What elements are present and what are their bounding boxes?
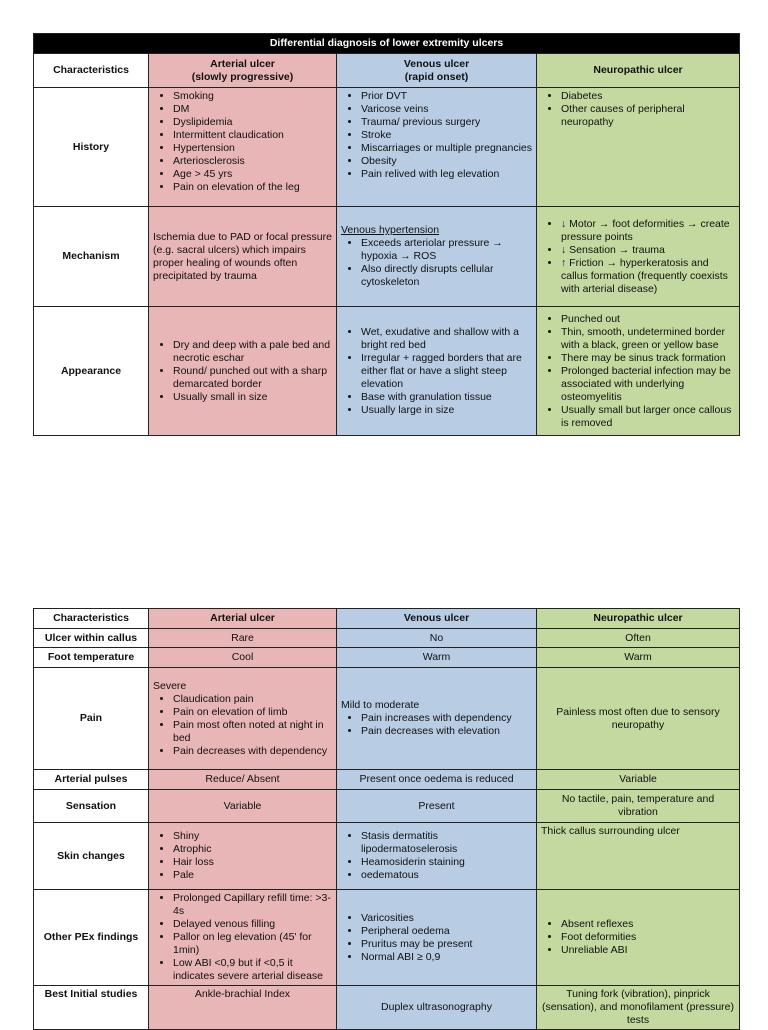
list-item: • Dyslipidemia — [173, 116, 332, 129]
header-venous-line2: (rapid onset) — [404, 70, 469, 83]
list-item: • Prolonged bacterial infection may be associated with underlying osteomyelitis — [561, 365, 735, 404]
list-item: • Pain decreases with dependency — [173, 745, 332, 758]
skin-venous — [337, 823, 537, 890]
bullet-list — [341, 326, 532, 417]
header-neuropathic-2: Neuropathic ulcer — [537, 609, 740, 629]
appearance-label: Appearance — [34, 307, 149, 436]
bullet-list — [341, 712, 532, 738]
list-item: • Pallor on leg elevation (45' for 1min) — [173, 931, 332, 957]
studies-arterial: Ankle-brachial Index — [149, 986, 337, 1030]
temperature-label: Foot temperature — [34, 648, 149, 668]
history-row — [34, 88, 740, 207]
list-item: • ↑ Friction → hyperkeratosis and callus formation (frequently coexists with arterial disease) — [561, 257, 735, 296]
venous-hypertension-heading: Venous hypertension — [341, 224, 440, 236]
list-item: • Prolonged Capillary refill time: >3-4s — [173, 892, 332, 918]
pulses-label: Arterial pulses — [34, 770, 149, 790]
list-item: • Unreliable ABI — [561, 944, 735, 957]
bullet-list — [153, 339, 332, 404]
pex-label: Other PEx findings — [34, 890, 149, 986]
pulses-neuropathic: Variable — [537, 770, 740, 790]
list-item: • Diabetes — [561, 90, 735, 103]
pex-venous — [337, 890, 537, 986]
bullet-list — [341, 830, 532, 882]
list-item: • Also directly disrupts cellular cytoskeleton — [361, 263, 532, 289]
list-item: • Stasis dermatitis lipodermatoselerosis — [361, 830, 532, 856]
pain-label: Pain — [34, 668, 149, 770]
list-item: • Base with granulation tissue — [361, 391, 532, 404]
list-item: • Shiny — [173, 830, 332, 843]
list-item: • Pain on elevation of the leg — [173, 181, 332, 194]
sensation-neuropathic: No tactile, pain, temperature and vibration — [537, 790, 740, 823]
header-arterial-line1: Arterial ulcer — [210, 57, 275, 70]
differential-diagnosis-table — [33, 33, 740, 436]
list-item: • Irregular + ragged borders that are either flat or have a slight steep elevation — [361, 352, 532, 391]
list-item: • Normal ABI ≥ 0,9 — [361, 951, 532, 964]
bullet-list — [541, 313, 735, 430]
list-item: • Age > 45 yrs — [173, 168, 332, 181]
list-item: • Dry and deep with a pale bed and necrotic eschar — [173, 339, 332, 365]
header-arterial-line2: (slowly progressive) — [191, 70, 294, 83]
list-item: • Pain relived with leg elevation — [361, 168, 532, 181]
pex-arterial — [149, 890, 337, 986]
table-title: Differential diagnosis of lower extremity ulcers — [34, 34, 740, 54]
sensation-arterial: Variable — [149, 790, 337, 823]
appearance-venous — [337, 307, 537, 436]
list-item: • DM — [173, 103, 332, 116]
list-item: • Pain increases with dependency — [361, 712, 532, 725]
list-item: • Hair loss — [173, 856, 332, 869]
bullet-list — [341, 237, 532, 289]
appearance-arterial — [149, 307, 337, 436]
skin-neuropathic: Thick callus surrounding ulcer — [537, 823, 740, 890]
header-arterial-2: Arterial ulcer — [149, 609, 337, 629]
list-item: • Pain on elevation of limb — [173, 706, 332, 719]
pulses-row — [34, 770, 740, 790]
list-item: • Miscarriages or multiple pregnancies — [361, 142, 532, 155]
list-item: • Trauma/ previous surgery — [361, 116, 532, 129]
header-neuropathic: Neuropathic ulcer — [537, 54, 740, 88]
list-item: • Intermittent claudication — [173, 129, 332, 142]
list-item: • Punched out — [561, 313, 735, 326]
mechanism-row — [34, 207, 740, 307]
bullet-list — [341, 912, 532, 964]
list-item: • Heamosiderin staining — [361, 856, 532, 869]
header-characteristics: Characteristics — [34, 54, 149, 88]
pulses-arterial: Reduce/ Absent — [149, 770, 337, 790]
appearance-row — [34, 307, 740, 436]
pex-neuropathic — [537, 890, 740, 986]
list-item: • Pain most often noted at night in bed — [173, 719, 332, 745]
header-characteristics-2: Characteristics — [34, 609, 149, 629]
list-item: • Pale — [173, 869, 332, 882]
list-item: • Usually small in size — [173, 391, 332, 404]
list-item: • Low ABI <0,9 but if <0,5 it indicates severe arterial disease — [173, 957, 332, 983]
list-item: • Pruritus may be present — [361, 938, 532, 951]
list-item: • Pain decreases with elevation — [361, 725, 532, 738]
list-item: • Absent reflexes — [561, 918, 735, 931]
mechanism-neuropathic — [537, 207, 740, 307]
skin-arterial — [149, 823, 337, 890]
history-neuropathic — [537, 88, 740, 207]
skin-label: Skin changes — [34, 823, 149, 890]
pex-row — [34, 890, 740, 986]
callus-venous: No — [337, 629, 537, 648]
sensation-venous: Present — [337, 790, 537, 823]
list-item: • Varicose veins — [361, 103, 532, 116]
pain-row — [34, 668, 740, 770]
pain-arterial — [149, 668, 337, 770]
header-arterial — [149, 54, 337, 88]
skin-row — [34, 823, 740, 890]
mechanism-arterial: Ischemia due to PAD or focal pressure (e.g. sacral ulcers) which impairs proper healing of wounds often precipitated by trauma — [149, 207, 337, 307]
studies-row — [34, 986, 740, 1030]
sensation-row — [34, 790, 740, 823]
bullet-list — [153, 90, 332, 194]
list-item: • Smoking — [173, 90, 332, 103]
history-venous — [337, 88, 537, 207]
list-item: • Varicosities — [361, 912, 532, 925]
pulses-venous: Present once oedema is reduced — [337, 770, 537, 790]
bullet-list — [341, 90, 532, 181]
list-item: • Claudication pain — [173, 693, 332, 706]
list-item: • Obesity — [361, 155, 532, 168]
header-venous-2: Venous ulcer — [337, 609, 537, 629]
list-item: • Delayed venous filling — [173, 918, 332, 931]
list-item: • Exceeds arteriolar pressure → hypoxia → ROS — [361, 237, 532, 263]
list-item: • Thin, smooth, undetermined border with a black, green or yellow base — [561, 326, 735, 352]
temperature-row — [34, 648, 740, 668]
bullet-list — [541, 90, 735, 129]
callus-label: Ulcer within callus — [34, 629, 149, 648]
temperature-neuropathic: Warm — [537, 648, 740, 668]
header-venous-line1: Venous ulcer — [403, 57, 470, 70]
studies-neuropathic: Tuning fork (vibration), pinprick (sensation), and monofilament (pressure) tests — [537, 986, 740, 1030]
list-item: • ↓ Motor → foot deformities → create pressure points — [561, 218, 735, 244]
list-item: • Peripheral oedema — [361, 925, 532, 938]
temperature-arterial: Cool — [149, 648, 337, 668]
bullet-list — [153, 830, 332, 882]
list-item: • Hypertension — [173, 142, 332, 155]
list-item: • ↓ Sensation → trauma — [561, 244, 735, 257]
pain-venous — [337, 668, 537, 770]
bullet-list — [541, 218, 735, 296]
header-venous — [337, 54, 537, 88]
temperature-venous: Warm — [337, 648, 537, 668]
bullet-list — [153, 693, 332, 758]
bullet-list — [153, 892, 332, 983]
list-item: • Prior DVT — [361, 90, 532, 103]
pain-arterial-intro: Severe — [153, 679, 187, 692]
callus-neuropathic: Often — [537, 629, 740, 648]
list-item: • Other causes of peripheral neuropathy — [561, 103, 735, 129]
list-item: • Stroke — [361, 129, 532, 142]
list-item: • Usually small but larger once callous is removed — [561, 404, 735, 430]
appearance-neuropathic — [537, 307, 740, 436]
studies-venous: Duplex ultrasonography — [337, 986, 537, 1030]
pain-neuropathic: Painless most often due to sensory neuropathy — [537, 668, 740, 770]
callus-arterial: Rare — [149, 629, 337, 648]
list-item: • Wet, exudative and shallow with a bright red bed — [361, 326, 532, 352]
list-item: • oedematous — [361, 869, 532, 882]
history-label: History — [34, 88, 149, 207]
list-item: • Atrophic — [173, 843, 332, 856]
ulcer-comparison-table — [33, 608, 740, 1030]
sensation-label: Sensation — [34, 790, 149, 823]
list-item: • Arteriosclerosis — [173, 155, 332, 168]
studies-label: Best Initial studies — [34, 986, 149, 1030]
mechanism-label: Mechanism — [34, 207, 149, 307]
mechanism-venous — [337, 207, 537, 307]
bullet-list — [541, 918, 735, 957]
list-item: • Foot deformities — [561, 931, 735, 944]
list-item: • Usually large in size — [361, 404, 532, 417]
callus-row — [34, 629, 740, 648]
history-arterial — [149, 88, 337, 207]
list-item: • There may be sinus track formation — [561, 352, 735, 365]
pain-venous-intro: Mild to moderate — [341, 699, 420, 711]
list-item: • Round/ punched out with a sharp demarcated border — [173, 365, 332, 391]
